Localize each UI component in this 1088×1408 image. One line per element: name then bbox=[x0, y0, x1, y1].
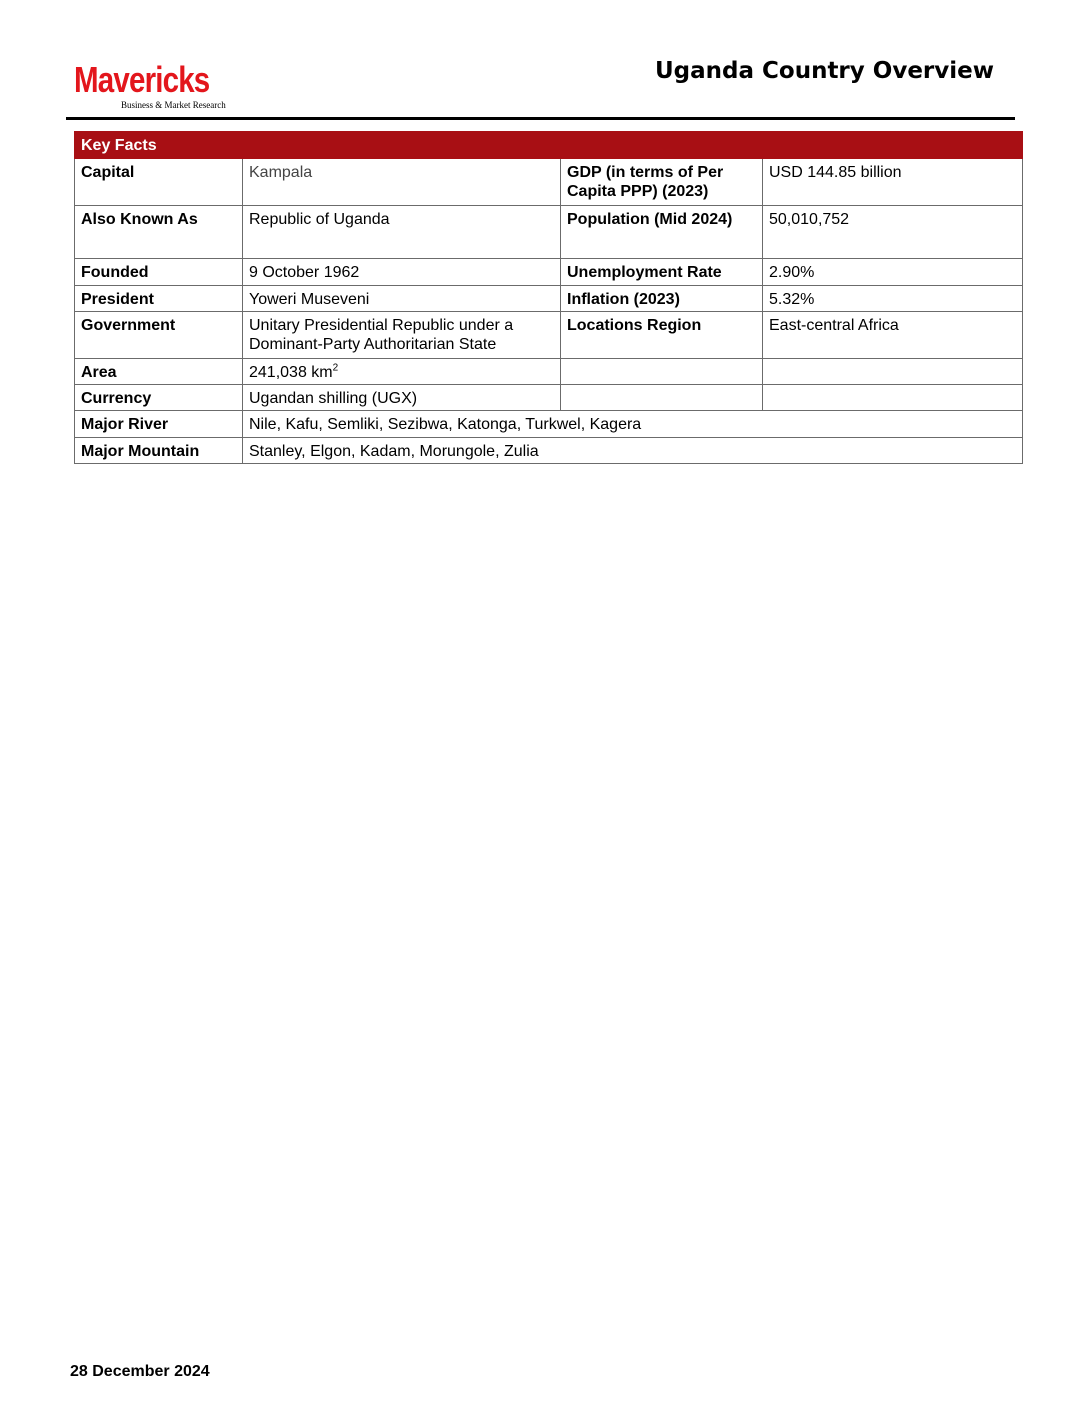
empty-cell bbox=[561, 359, 763, 385]
population-label: Population (Mid 2024) bbox=[561, 206, 763, 259]
table-row bbox=[75, 385, 1023, 411]
government-label: Government bbox=[75, 312, 243, 359]
aka-label: Also Known As bbox=[75, 206, 243, 259]
empty-cell bbox=[763, 359, 1023, 385]
empty-cell bbox=[763, 385, 1023, 411]
key-facts-table bbox=[74, 131, 1023, 464]
capital-label: Capital bbox=[75, 159, 243, 206]
currency-label: Currency bbox=[75, 385, 243, 411]
footer-date: 28 December 2024 bbox=[70, 1363, 210, 1380]
area-label: Area bbox=[75, 359, 243, 385]
mountain-value: Stanley, Elgon, Kadam, Morungole, Zulia bbox=[243, 438, 1023, 464]
unemployment-value: 2.90% bbox=[763, 259, 1023, 286]
table-row bbox=[75, 312, 1023, 359]
founded-label: Founded bbox=[75, 259, 243, 286]
inflation-value: 5.32% bbox=[763, 286, 1023, 312]
company-logo bbox=[74, 59, 244, 110]
founded-value: 9 October 1962 bbox=[243, 259, 561, 286]
river-value: Nile, Kafu, Semliki, Sezibwa, Katonga, Turkwel, Kagera bbox=[243, 411, 1023, 438]
table-header-row bbox=[75, 132, 1023, 159]
president-value: Yoweri Museveni bbox=[243, 286, 561, 312]
table-row bbox=[75, 438, 1023, 464]
table-row bbox=[75, 159, 1023, 206]
gdp-value: USD 144.85 billion bbox=[763, 159, 1023, 206]
mountain-label: Major Mountain bbox=[75, 438, 243, 464]
empty-cell bbox=[561, 385, 763, 411]
table-row bbox=[75, 206, 1023, 259]
unemployment-label: Unemployment Rate bbox=[561, 259, 763, 286]
region-value: East-central Africa bbox=[763, 312, 1023, 359]
region-label: Locations Region bbox=[561, 312, 763, 359]
inflation-label: Inflation (2023) bbox=[561, 286, 763, 312]
header-divider bbox=[66, 117, 1015, 120]
table-row bbox=[75, 259, 1023, 286]
currency-value: Ugandan shilling (UGX) bbox=[243, 385, 561, 411]
table-row bbox=[75, 286, 1023, 312]
key-facts-heading: Key Facts bbox=[75, 132, 1023, 159]
gdp-label: GDP (in terms of Per Capita PPP) (2023) bbox=[561, 159, 763, 206]
government-value: Unitary Presidential Republic under a Dominant-Party Authoritarian State bbox=[243, 312, 561, 359]
capital-value: Kampala bbox=[243, 159, 561, 206]
river-label: Major River bbox=[75, 411, 243, 438]
area-unit-exponent: 2 bbox=[332, 362, 339, 374]
area-cell bbox=[243, 359, 561, 385]
president-label: President bbox=[75, 286, 243, 312]
logo-tagline: Business & Market Research bbox=[121, 100, 226, 110]
aka-value: Republic of Uganda bbox=[243, 206, 561, 259]
logo-wordmark: Mavericks bbox=[74, 59, 210, 100]
population-value: 50,010,752 bbox=[763, 206, 1023, 259]
table-row bbox=[75, 411, 1023, 438]
area-value: 241,038 km bbox=[249, 364, 333, 381]
document-title: Uganda Country Overview bbox=[654, 58, 994, 84]
table-row bbox=[75, 359, 1023, 385]
